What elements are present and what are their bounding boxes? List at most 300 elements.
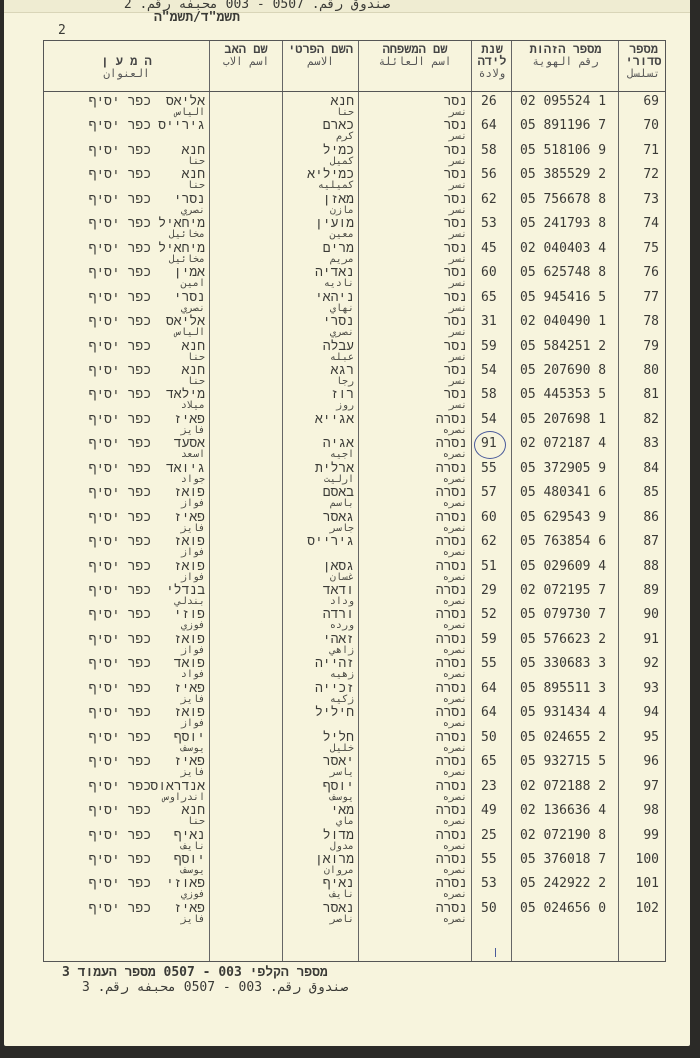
family-name-arabic: نسر <box>448 302 467 314</box>
family-name-arabic: نصره <box>442 913 467 925</box>
id-number: 05 518106 9 <box>520 142 607 158</box>
family-name: נסר <box>443 167 467 183</box>
first-name: חנא <box>330 94 354 109</box>
serial-number: 97 <box>643 778 659 794</box>
id-number: 05 931434 4 <box>520 705 607 721</box>
birth-year: 23 <box>481 778 497 794</box>
father-name-arabic: جواد <box>180 473 205 485</box>
birth-year: 59 <box>481 631 497 647</box>
first-name: חיליל <box>314 705 354 721</box>
family-name: נסר <box>443 362 467 378</box>
first-name-arabic: كميل <box>329 155 354 167</box>
id-number: 05 242922 2 <box>520 876 607 892</box>
family-name: נסרה <box>435 411 467 427</box>
birth-year: 59 <box>481 338 497 354</box>
family-name: נסרה <box>435 607 467 623</box>
family-name-arabic: نصره <box>442 767 467 779</box>
birth-year: 26 <box>481 94 497 109</box>
address: כפר יסיף <box>88 387 151 403</box>
family-name: נסרה <box>435 558 467 574</box>
family-name-arabic: نسر <box>448 107 467 118</box>
id-number: 05 372905 9 <box>520 460 607 476</box>
father-name-arabic: فايز <box>180 522 205 534</box>
address: כפר יסיף <box>88 216 151 232</box>
serial-number: 83 <box>643 436 659 452</box>
family-name-arabic: نسر <box>448 375 467 387</box>
father-name: פואז <box>173 485 205 501</box>
serial-number: 101 <box>635 876 659 892</box>
serial-number: 87 <box>643 534 659 550</box>
first-name-arabic: باسم <box>329 498 354 510</box>
first-name: מאי <box>330 803 354 819</box>
birth-year: 54 <box>481 362 497 378</box>
first-name-arabic: غسان <box>329 571 354 583</box>
family-name-arabic: نصره <box>442 791 467 803</box>
first-name-arabic: يوسف <box>329 791 354 803</box>
first-name-arabic: حنا <box>335 107 354 118</box>
family-name-arabic: نصره <box>442 644 467 656</box>
first-name: ניהאי <box>314 289 354 305</box>
table-row <box>44 535 665 559</box>
family-name-arabic: نصره <box>442 840 467 852</box>
table-row <box>44 168 665 192</box>
serial-number: 72 <box>643 167 659 183</box>
first-name: גירייס <box>307 534 354 550</box>
serial-number: 70 <box>643 118 659 134</box>
first-name: נאדיה <box>314 265 354 281</box>
family-name: נסרה <box>435 705 467 721</box>
address: כפר יסיף <box>88 754 151 770</box>
address: כפר יסיף <box>88 338 151 354</box>
id-number: 05 024655 2 <box>520 729 607 745</box>
family-name-arabic: نصره <box>442 889 467 901</box>
id-number: 02 095524 1 <box>520 94 607 109</box>
footer-ballot-info: מספר הקלפי 003 - 0507 מספר העמוד 3 <box>62 965 328 980</box>
table-row <box>44 364 665 388</box>
family-name: נסרה <box>435 729 467 745</box>
father-name: נסרי <box>173 191 205 207</box>
header-address: ה מ ע ן العنوان <box>101 54 152 80</box>
table-row <box>44 266 665 290</box>
serial-number: 78 <box>643 314 659 330</box>
table-row <box>44 804 665 828</box>
serial-number: 77 <box>643 289 659 305</box>
father-name-arabic: اسعد <box>180 449 205 461</box>
family-name: נסר <box>443 387 467 403</box>
father-name: פאיז <box>173 680 205 696</box>
first-name-arabic: رجا <box>335 375 354 387</box>
address: כפר יסיף <box>88 314 151 330</box>
father-name-arabic: نايف <box>180 840 205 852</box>
first-name-arabic: عبله <box>329 351 354 363</box>
table-row <box>44 413 665 437</box>
first-name-arabic: مريم <box>329 253 354 265</box>
table-row <box>44 340 665 364</box>
first-name-arabic: روز <box>335 400 354 412</box>
family-name-arabic: نسر <box>448 204 467 216</box>
family-name: נסר <box>443 314 467 330</box>
father-name: חנא <box>181 167 205 183</box>
family-name: נסרה <box>435 534 467 550</box>
address: כפר יסיף <box>88 851 151 867</box>
first-name-arabic: كميليه <box>317 180 354 192</box>
first-name-arabic: اجيه <box>329 449 354 461</box>
family-name: נסרה <box>435 827 467 843</box>
family-name-arabic: نصره <box>442 816 467 828</box>
serial-number: 74 <box>643 216 659 232</box>
father-name: אליאס <box>165 314 205 330</box>
birth-year: 65 <box>481 289 497 305</box>
family-name: נסר <box>443 142 467 158</box>
family-name-arabic: نصره <box>442 742 467 754</box>
id-number: 05 763854 6 <box>520 534 607 550</box>
address: כפר יסיף <box>88 631 151 647</box>
father-name: פואז <box>173 558 205 574</box>
first-name: מרואן <box>314 851 354 867</box>
father-name: אליאס <box>165 94 205 109</box>
table-row <box>44 780 665 804</box>
id-number: 05 576623 2 <box>520 631 607 647</box>
birth-year: 52 <box>481 607 497 623</box>
birth-year: 55 <box>481 851 497 867</box>
birth-year: 31 <box>481 314 497 330</box>
father-name: יוסף <box>173 851 205 867</box>
id-number: 05 445353 5 <box>520 387 607 403</box>
father-name-arabic: حنا <box>186 375 205 387</box>
family-name-arabic: نسر <box>448 351 467 363</box>
birth-year: 60 <box>481 265 497 281</box>
birth-year: 60 <box>481 509 497 525</box>
id-number: 02 072187 4 <box>520 436 607 452</box>
family-name: נסרה <box>435 778 467 794</box>
table-row <box>44 853 665 877</box>
father-name-arabic: نصري <box>180 204 205 216</box>
father-name: אמין <box>173 265 205 281</box>
serial-number: 92 <box>643 656 659 672</box>
first-name-arabic: نايف <box>329 889 354 901</box>
serial-number: 82 <box>643 411 659 427</box>
first-name-arabic: نصري <box>329 327 354 339</box>
father-name: פוזי <box>173 607 205 623</box>
serial-number: 76 <box>643 265 659 281</box>
father-name-arabic: يوسف <box>180 742 205 754</box>
first-name: נסרי <box>322 314 354 330</box>
serial-number: 80 <box>643 362 659 378</box>
first-name: רוז <box>330 387 354 403</box>
address: כפר יסיף <box>88 729 151 745</box>
family-name-arabic: نسر <box>448 278 467 290</box>
first-name: מרים <box>322 240 354 256</box>
id-number: 05 584251 2 <box>520 338 607 354</box>
id-number: 02 072188 2 <box>520 778 607 794</box>
table-row <box>44 706 665 730</box>
id-number: 05 480341 6 <box>520 485 607 501</box>
address: כפר יסיף <box>88 656 151 672</box>
table-row <box>44 388 665 412</box>
family-name: נסרה <box>435 509 467 525</box>
id-number: 02 136636 4 <box>520 803 607 819</box>
serial-number: 95 <box>643 729 659 745</box>
father-name-arabic: امين <box>180 278 205 290</box>
table-row <box>44 608 665 632</box>
address: כפר יסיף <box>88 362 151 378</box>
table-row <box>44 511 665 535</box>
serial-number: 90 <box>643 607 659 623</box>
family-name-arabic: نصره <box>442 498 467 510</box>
father-name-arabic: فايز <box>180 693 205 705</box>
family-name-arabic: نصره <box>442 547 467 559</box>
birth-year: 29 <box>481 583 497 598</box>
father-name: פואז <box>173 534 205 550</box>
father-name: מיחאיל <box>158 240 205 256</box>
family-name: נסרה <box>435 460 467 476</box>
family-name: נסרה <box>435 656 467 672</box>
id-number: 05 891196 7 <box>520 118 607 134</box>
first-name: חליל <box>322 729 354 745</box>
birth-year: 53 <box>481 216 497 232</box>
family-name: נסרה <box>435 876 467 892</box>
first-name: כמיל <box>322 142 354 158</box>
family-name: נסרה <box>435 851 467 867</box>
family-name-arabic: نسر <box>448 131 467 143</box>
table-row <box>44 437 665 461</box>
first-name-arabic: وداد <box>329 596 354 607</box>
first-name: יוסף <box>322 778 354 794</box>
father-name: בנדלי <box>165 583 205 598</box>
birth-year: 55 <box>481 460 497 476</box>
father-name: פואד <box>173 656 205 672</box>
family-name: נסרה <box>435 436 467 452</box>
address: כפר יסיף <box>88 118 151 134</box>
family-name-arabic: نصره <box>442 718 467 730</box>
address: כפר יסיף <box>88 900 151 916</box>
father-name: פאוזי <box>165 876 205 892</box>
birth-year: 56 <box>481 167 497 183</box>
father-name-arabic: حنا <box>186 816 205 828</box>
first-name-arabic: معين <box>329 229 354 241</box>
father-name-arabic: حنا <box>186 180 205 192</box>
serial-number: 88 <box>643 558 659 574</box>
id-number: 05 207690 8 <box>520 362 607 378</box>
first-name-arabic: زهيه <box>329 669 354 681</box>
birth-year: 62 <box>481 534 497 550</box>
serial-number: 71 <box>643 142 659 158</box>
family-name-arabic: نصره <box>442 473 467 485</box>
address: כפר יסיף <box>88 142 151 158</box>
first-name-arabic: زكيه <box>329 693 354 705</box>
birth-year: 45 <box>481 240 497 256</box>
father-name: חנא <box>181 142 205 158</box>
address: כפר יסיף <box>88 191 151 207</box>
header-family-name: שם המשפחה اسم العائلة <box>378 42 452 68</box>
father-name-arabic: الياس <box>174 327 205 339</box>
birth-year: 53 <box>481 876 497 892</box>
first-name: עבלה <box>322 338 354 354</box>
first-name: רגא <box>330 362 354 378</box>
birth-year: 91 <box>481 436 497 452</box>
id-number: 05 029609 4 <box>520 558 607 574</box>
id-number: 05 385529 2 <box>520 167 607 183</box>
address: כפר יסיף <box>88 827 151 843</box>
father-name: מילאד <box>165 387 205 403</box>
birth-year: 58 <box>481 387 497 403</box>
birth-year: 65 <box>481 754 497 770</box>
father-name-arabic: ميلاد <box>180 400 205 412</box>
table-row <box>44 829 665 853</box>
table-row <box>44 193 665 217</box>
father-name-arabic: فايز <box>180 913 205 925</box>
id-number: 05 079730 7 <box>520 607 607 623</box>
father-name-arabic: اندراوس <box>162 791 205 803</box>
family-name: נסרה <box>435 631 467 647</box>
table-row <box>44 144 665 168</box>
serial-number: 81 <box>643 387 659 403</box>
father-name-arabic: فواد <box>180 669 205 681</box>
first-name-arabic: مازن <box>329 204 354 216</box>
id-number: 05 945416 5 <box>520 289 607 305</box>
id-number: 05 895511 3 <box>520 680 607 696</box>
table-row <box>44 119 665 143</box>
father-name: פאיז <box>173 900 205 916</box>
table-row <box>44 95 665 119</box>
first-name: אגיה <box>322 436 354 452</box>
table-row <box>44 633 665 657</box>
family-name: נסרה <box>435 680 467 696</box>
first-name-arabic: نهاي <box>329 302 354 314</box>
address: כפר יסיף <box>88 680 151 696</box>
father-name: נאיף <box>173 827 205 843</box>
father-name: אנדראוס <box>150 778 205 794</box>
address: כפר יסיף <box>88 94 151 109</box>
father-name-arabic: فواز <box>180 571 205 583</box>
table-row <box>44 902 665 926</box>
header-id: מספר הזהות رقم الهوية <box>529 42 602 68</box>
father-name-arabic: فايز <box>180 767 205 779</box>
family-name-arabic: نسر <box>448 229 467 241</box>
serial-number: 73 <box>643 191 659 207</box>
table-row <box>44 731 665 755</box>
serial-number: 93 <box>643 680 659 696</box>
first-name-arabic: ناصر <box>329 913 354 925</box>
first-name: יאסר <box>322 754 354 770</box>
father-name-arabic: حنا <box>186 155 205 167</box>
serial-number: 99 <box>643 827 659 843</box>
address: כפר יסיף <box>88 240 151 256</box>
first-name: מאזן <box>322 191 354 207</box>
table-row <box>44 657 665 681</box>
birth-year: 64 <box>481 705 497 721</box>
family-name-arabic: نسر <box>448 253 467 265</box>
family-name-arabic: نصره <box>442 522 467 534</box>
first-name: כארם <box>322 118 354 134</box>
birth-year: 64 <box>481 680 497 696</box>
serial-number: 100 <box>635 851 659 867</box>
table-row <box>44 584 665 608</box>
first-name-arabic: مروان <box>323 864 354 876</box>
id-number: 05 625748 8 <box>520 265 607 281</box>
father-name-arabic: فوزي <box>180 889 205 901</box>
first-name: נאיף <box>322 876 354 892</box>
birth-year: 62 <box>481 191 497 207</box>
first-name: מועין <box>314 216 354 232</box>
document-heading: תשמ"ד/תשמ"ה <box>154 10 240 25</box>
id-number: 05 376018 7 <box>520 851 607 867</box>
serial-number: 102 <box>635 900 659 916</box>
address: כפר יסיף <box>88 803 151 819</box>
table-row <box>44 877 665 901</box>
family-name-arabic: نصره <box>442 449 467 461</box>
birth-year: 55 <box>481 656 497 672</box>
first-name-arabic: مدول <box>329 840 354 852</box>
address: כפר יסיף <box>88 460 151 476</box>
address: כפר יסיף <box>88 558 151 574</box>
first-name: מדול <box>322 827 354 843</box>
header-first-name: השם הפרטי الاسم <box>288 42 353 68</box>
father-name: יוסף <box>173 729 205 745</box>
id-number: 02 072190 8 <box>520 827 607 843</box>
first-name-arabic: كرم <box>335 131 354 143</box>
first-name: ורדה <box>322 607 354 623</box>
family-name: נסר <box>443 216 467 232</box>
family-name-arabic: نسر <box>448 155 467 167</box>
serial-number: 91 <box>643 631 659 647</box>
table-row <box>44 486 665 510</box>
father-name: פואז <box>173 705 205 721</box>
first-name: ודאד <box>322 583 354 598</box>
pen-circle-annotation <box>474 431 506 459</box>
father-name: גיואד <box>165 460 205 476</box>
id-number: 05 629543 9 <box>520 509 607 525</box>
id-number: 05 756678 8 <box>520 191 607 207</box>
father-name-arabic: فايز <box>180 424 205 436</box>
serial-number: 84 <box>643 460 659 476</box>
father-name: פאיז <box>173 411 205 427</box>
father-name: פאיז <box>173 754 205 770</box>
address: כפר יסיף <box>88 265 151 281</box>
id-number: 05 024656 0 <box>520 900 607 916</box>
birth-year: 57 <box>481 485 497 501</box>
first-name: זכייה <box>314 680 354 696</box>
header-father-name: שם האב اسم الاب <box>222 42 270 68</box>
family-name: נסרה <box>435 485 467 501</box>
family-name: נסר <box>443 191 467 207</box>
father-name: פואז <box>173 631 205 647</box>
serial-number: 96 <box>643 754 659 770</box>
family-name: נסרה <box>435 900 467 916</box>
first-name-arabic: خليل <box>329 742 354 754</box>
first-name: כמיליא <box>307 167 354 183</box>
first-name: זאהי <box>322 631 354 647</box>
first-name-arabic: ناديه <box>323 278 354 290</box>
id-number: 05 932715 5 <box>520 754 607 770</box>
father-name: חנא <box>181 803 205 819</box>
first-name: גאסר <box>322 509 354 525</box>
address: כפר יסיף <box>88 778 151 794</box>
page-number: 2 <box>58 23 66 38</box>
table-row <box>44 217 665 241</box>
family-name-arabic: نصره <box>442 693 467 705</box>
serial-number: 75 <box>643 240 659 256</box>
family-name-arabic: نسر <box>448 180 467 192</box>
id-number: 05 207698 1 <box>520 411 607 427</box>
father-name-arabic: فواز <box>180 547 205 559</box>
father-name-arabic: فواز <box>180 718 205 730</box>
father-name-arabic: الياس <box>174 107 205 118</box>
father-name-arabic: حنا <box>186 351 205 363</box>
father-name: חנא <box>181 362 205 378</box>
table-row <box>44 560 665 584</box>
first-name: ארלית <box>314 460 354 476</box>
